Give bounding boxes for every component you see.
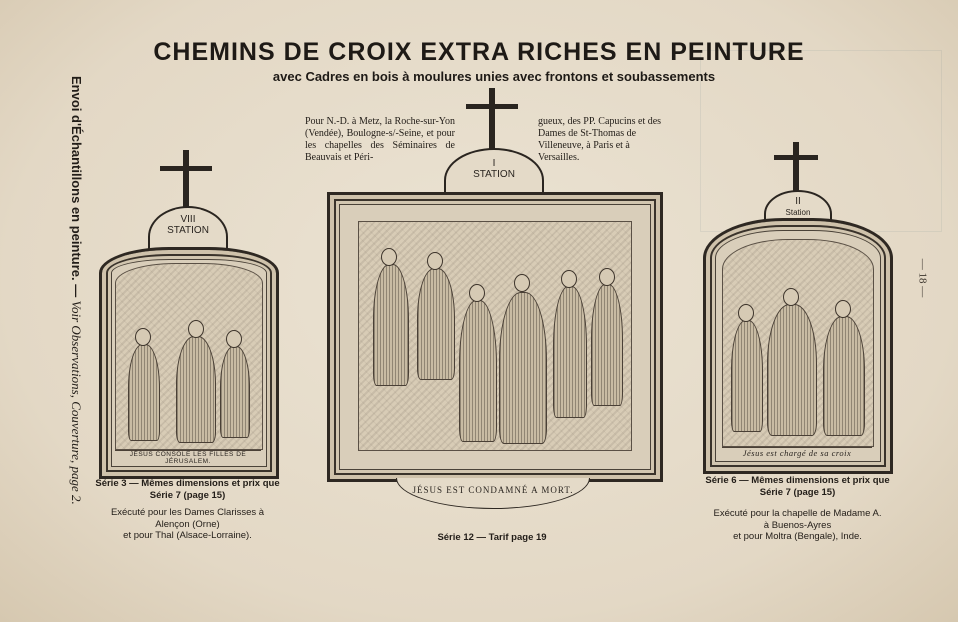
serie-caption	[80, 478, 295, 542]
station-pediment	[444, 148, 544, 194]
painted-figure	[176, 336, 216, 443]
center-note-right: gueux, des PP. Capucins et des Dames de St-Thomas de Villeneuve, à Paris et à Versailles.	[538, 116, 662, 163]
painted-figure	[823, 316, 865, 436]
exec-line: et pour Moltra (Bengale), Inde.	[733, 531, 862, 542]
exec-line: Alençon (Orne)	[155, 518, 220, 530]
station-label: Station	[785, 208, 811, 217]
painted-figure	[591, 284, 623, 406]
serie-line: Série 7 (page 15)	[759, 486, 836, 498]
painting-scene	[722, 239, 874, 447]
painted-head	[226, 330, 242, 348]
painted-figure	[553, 286, 587, 418]
painted-head	[427, 252, 443, 270]
painted-head	[135, 328, 151, 346]
side-note-italic: Voir Observations, Couverture, page 2.	[69, 300, 84, 505]
painting-frame	[703, 218, 893, 474]
side-note	[64, 76, 84, 526]
station-label: STATION	[473, 169, 515, 180]
station-numeral: II	[795, 196, 801, 207]
station-numeral: VIII	[180, 214, 196, 225]
cross-icon	[466, 88, 518, 152]
station-numeral: I	[492, 158, 496, 169]
painted-head	[469, 284, 485, 302]
page-number: — 18 —	[916, 258, 929, 298]
page-title: CHEMINS DE CROIX EXTRA RICHES EN PEINTURE	[153, 38, 805, 66]
station-pediment	[148, 206, 228, 250]
exec-line: à Buenos-Ayres	[763, 519, 832, 531]
scene-caption: Jésus est chargé de sa croix	[722, 447, 872, 458]
exec-line: Exécuté pour les Dames Clarisses à	[110, 507, 265, 518]
painted-head	[783, 288, 799, 306]
exec-line: Exécuté pour la chapelle de Madame A.	[713, 508, 882, 519]
serie-line: Série 3 — Mêmes dimensions et prix que	[95, 478, 280, 489]
painting-scene	[115, 263, 263, 450]
painted-head	[381, 248, 397, 266]
painting-frame	[327, 192, 663, 482]
exec-line: et pour Thal (Alsace-Lorraine).	[123, 530, 252, 541]
painted-head	[599, 268, 615, 286]
page-subtitle: avec Cadres en bois à moulures unies avec frontons et soubassements	[272, 69, 716, 84]
painting-frame	[99, 247, 279, 479]
painted-head	[561, 270, 577, 288]
painted-head	[835, 300, 851, 318]
painted-figure	[731, 320, 763, 432]
cross-icon	[160, 150, 212, 212]
painted-figure	[459, 300, 497, 442]
serie-line: Série 12 — Tarif page 19	[437, 532, 547, 543]
serie-line: Série 7 (page 15)	[149, 489, 226, 501]
serie-caption	[690, 475, 905, 543]
cross-icon	[774, 142, 818, 196]
serie-caption	[390, 532, 594, 544]
painted-figure	[499, 292, 547, 444]
station-label: STATION	[167, 225, 209, 236]
painted-figure	[767, 304, 817, 436]
serie-line: Série 6 — Mêmes dimensions et prix que	[705, 475, 890, 486]
scene-caption: JÉSUS CONSOLE LES FILLES DE JÉRUSALEM.	[115, 450, 261, 465]
scene-banner: JÉSUS EST CONDAMNÉ A MORT.	[396, 478, 590, 509]
painted-figure	[128, 344, 160, 441]
side-note-bold: Envoi d'Échantillons en peinture. —	[69, 76, 84, 298]
painted-head	[188, 320, 204, 338]
center-note-left: Pour N.-D. à Metz, la Roche-sur-Yon (Vendée), Boulogne-s/-Seine, et pour les chapelles des Séminaires de Beauvais et Péri-	[305, 116, 455, 163]
painted-figure	[417, 268, 455, 380]
painted-figure	[373, 264, 409, 386]
painted-head	[738, 304, 754, 322]
painted-figure	[220, 346, 250, 438]
painting-scene	[358, 221, 632, 451]
painted-head	[514, 274, 530, 292]
